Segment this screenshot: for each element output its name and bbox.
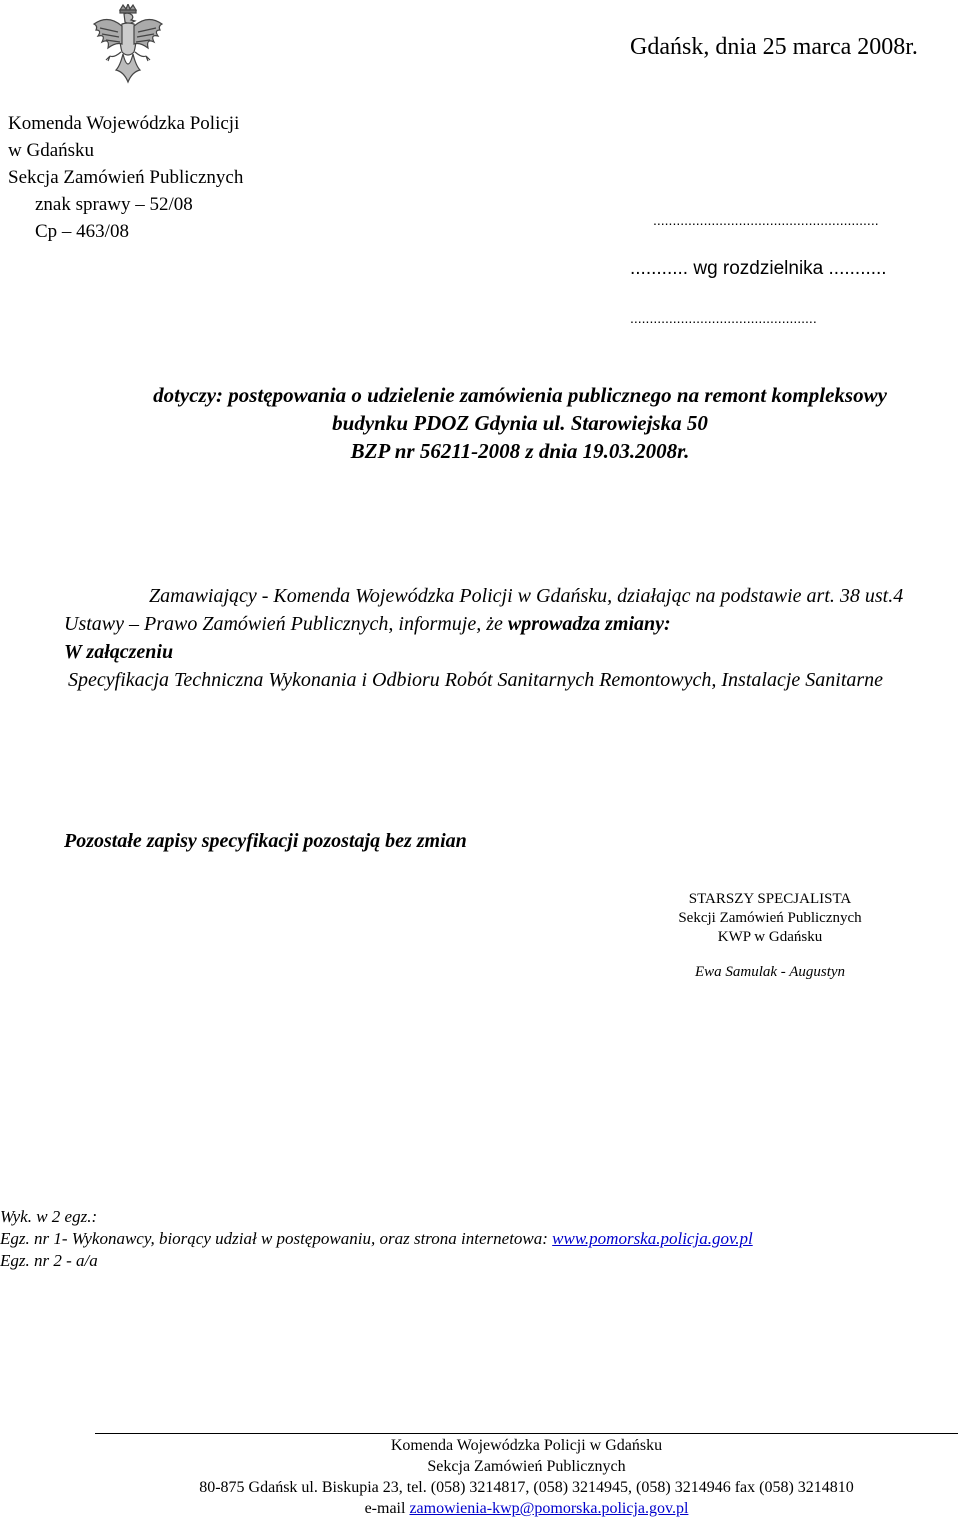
recipient-dots-top: .......................................................... — [653, 212, 879, 228]
body-text — [64, 582, 954, 694]
body-paragraph-emphasis: wprowadza zmiany: — [507, 613, 671, 635]
signature-org: KWP w Gdańsku — [717, 929, 823, 945]
subject-line-1: dotyczy: postępowania o udzielenie zamówienia publicznego na remont kompleksowy — [153, 383, 887, 407]
signatory-name: Ewa Samulak - Augustyn — [694, 964, 846, 980]
footer — [95, 1435, 958, 1519]
recipient-dots-bottom: ................................................ — [630, 310, 817, 326]
sender-section: Sekcja Zamówień Publicznych — [8, 167, 244, 188]
subject-block — [0, 381, 960, 465]
cp-number: Cp – 463/08 — [35, 221, 129, 242]
website-link[interactable]: www.pomorska.policja.gov.pl — [552, 1229, 753, 1248]
body-paragraph-text: Zamawiający - Komenda Wojewódzka Policji w Gdańsku, działając na podstawie art. 38 ust.4 Ustawy – Prawo Zamówień Publicznych, informuje, że — [64, 585, 904, 635]
distribution-list — [0, 1206, 753, 1272]
subject-line-3: BZP nr 56211-2008 z dnia 19.03.2008r. — [350, 439, 690, 463]
subject-line-2: budynku PDOZ Gdynia ul. Starowiejska 50 — [332, 411, 708, 435]
document-date: Gdańsk, dnia 25 marca 2008r. — [630, 34, 918, 60]
polish-eagle-emblem-icon — [88, 4, 168, 88]
distribution-header: Wyk. w 2 egz.: — [0, 1207, 98, 1226]
distribution-copy-1 — [0, 1228, 753, 1250]
footer-contact: 80-875 Gdańsk ul. Biskupia 23, tel. (058) 3214817, (058) 3214945, (058) 3214946 fax (058) 3214810 — [199, 1479, 854, 1496]
body-paragraph — [64, 582, 954, 638]
footer-org: Komenda Wojewódzka Policji w Gdańsku — [390, 1437, 663, 1454]
sender-block — [8, 110, 243, 245]
footer-section: Sekcja Zamówień Publicznych — [427, 1458, 626, 1475]
sender-city: w Gdańsku — [8, 140, 95, 161]
signature-block — [620, 890, 920, 947]
footer-email-prefix: e-mail — [364, 1500, 410, 1517]
sender-org-name: Komenda Wojewódzka Policji — [8, 113, 240, 134]
signature-title: STARSZY SPECJALISTA — [688, 891, 852, 907]
distribution-copy-2: Egz. nr 2 - a/a — [0, 1251, 98, 1270]
specification-title: Specyfikacja Techniczna Wykonania i Odbioru Robót Sanitarnych Remontowych, Instalacje Sanitarne — [68, 669, 884, 691]
footer-email-line — [95, 1498, 958, 1519]
recipient-distribution-line: ........... wg rozdzielnika ........... — [630, 258, 887, 279]
footer-divider — [95, 1433, 958, 1434]
signature-unit: Sekcji Zamówień Publicznych — [678, 910, 862, 926]
distribution-copy-1-text: Egz. nr 1- Wykonawcy, biorący udział w postępowaniu, oraz strona internetowa: — [0, 1229, 553, 1248]
case-number: znak sprawy – 52/08 — [35, 194, 193, 215]
remaining-provisions-note: Pozostałe zapisy specyfikacji pozostają bez zmian — [64, 830, 467, 852]
attachment-label: W załączeniu — [64, 641, 174, 663]
footer-email-link[interactable]: zamowienia-kwp@pomorska.policja.gov.pl — [409, 1500, 689, 1517]
